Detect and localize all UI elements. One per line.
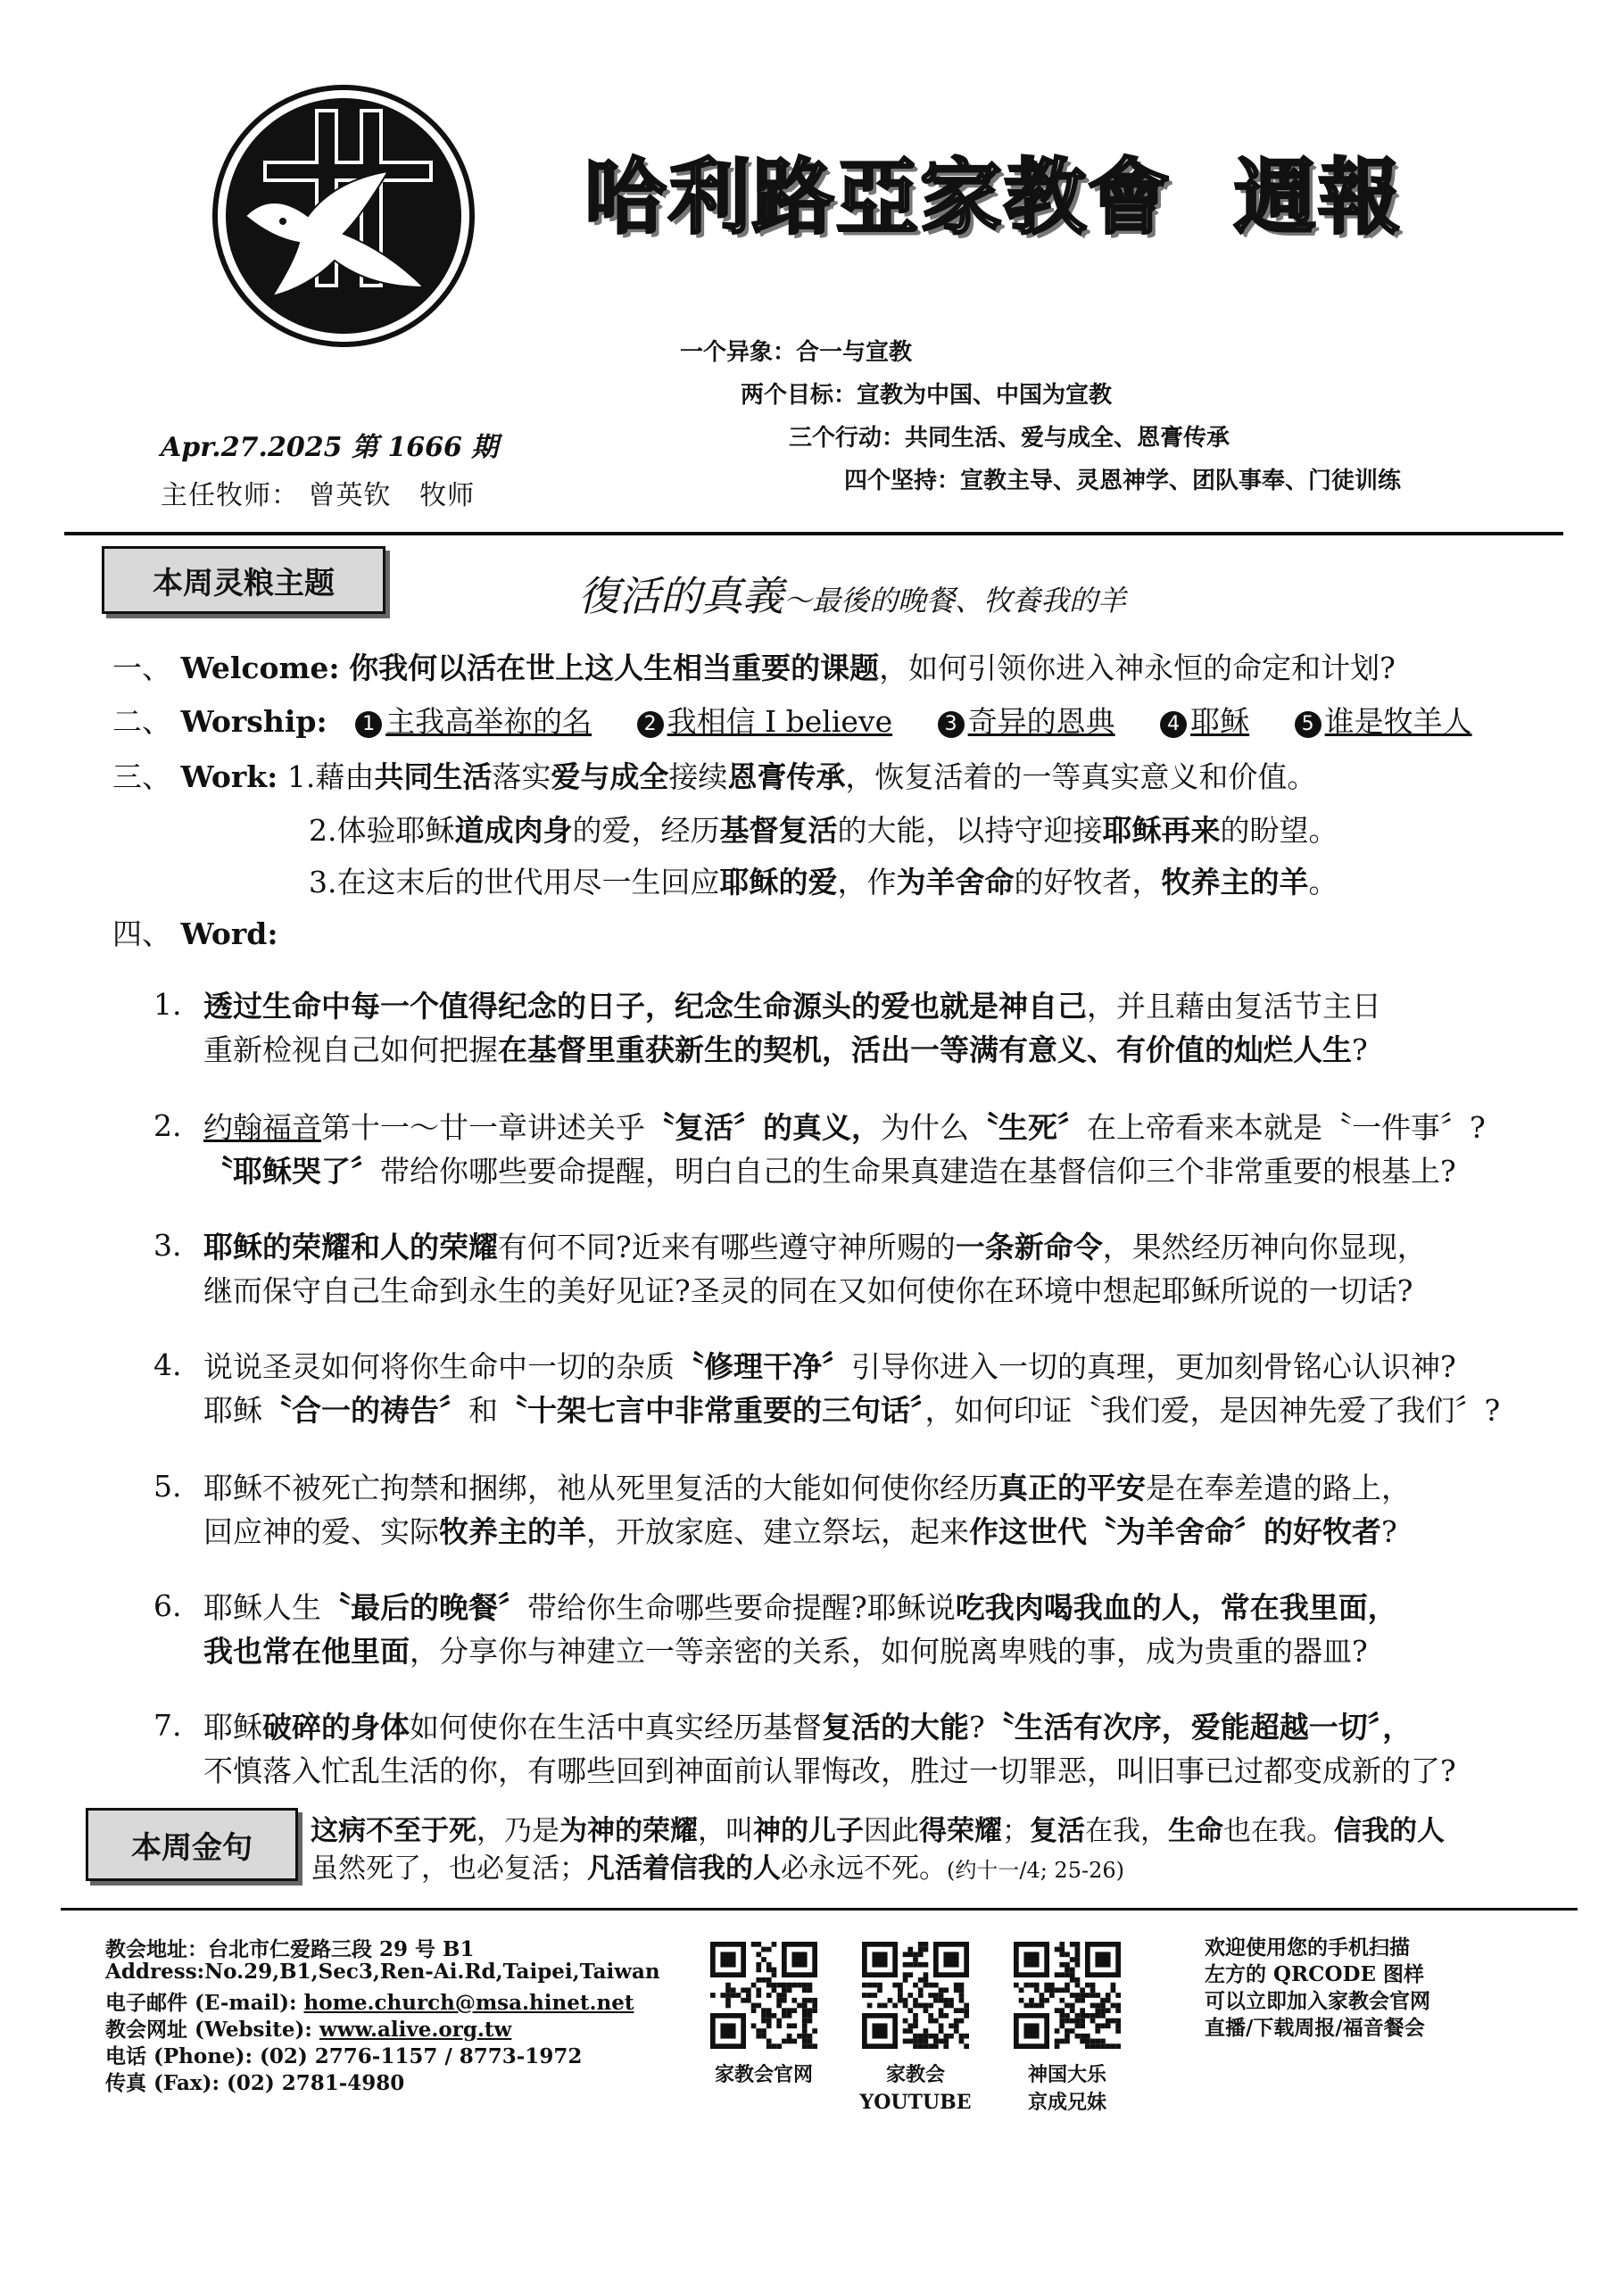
issue-date: Apr.27.2025 xyxy=(161,432,343,463)
song-1: 主我高举祢的名 xyxy=(385,704,592,739)
question-line-1: 耶稣人生〝最后的晚餐〞带给你生命哪些要命提醒?耶稣说吃我肉喝我血的人，常在我里面， xyxy=(203,1590,1397,1625)
pastor-name: 曾英钦 xyxy=(308,480,392,511)
question-line-2: 不慎落入忙乱生活的你，有哪些回到神面前认罪悔改，胜过一切罪恶，叫旧事已过都变成新的了? xyxy=(203,1753,1456,1788)
verse-line-2: 虽然死了，也必复活；凡活着信我的人必永远不死。(约十一/4; 25-26) xyxy=(311,1852,1124,1885)
scan-line-3: 可以立即加入家教会官网 xyxy=(1205,1989,1430,2013)
website-link[interactable]: www.alive.org.tw xyxy=(319,2018,512,2042)
question-number: 4. xyxy=(153,1347,182,1382)
question-number: 2. xyxy=(153,1108,182,1143)
section-worship: 二、 Worship: 1 主我高举祢的名 2 我相信 I believe 3 奇异的恩典 4 耶稣 5 谁是牧羊人 xyxy=(112,704,1472,739)
section-welcome: 一、 Welcome: 你我何以活在世上这人生相当重要的课题，如何引领你进入神永恒的命定和计划? xyxy=(112,651,1396,685)
question-line-1: 耶稣的荣耀和人的荣耀有何不同?近来有哪些遵守神所赐的一条新命令，果然经历神向你显现， xyxy=(203,1230,1427,1264)
issue-number: 第 1666 期 xyxy=(351,432,499,463)
question-line-1: 说说圣灵如何将你生命中一切的杂质〝修理干净〞引导你进入一切的真理，更加刻骨铭心认识神? xyxy=(203,1349,1456,1384)
question-text xyxy=(203,1706,1456,1794)
vision-line-3: 三个行动：共同生活、爱与成全、恩膏传承 xyxy=(789,425,1230,452)
question-number: 6. xyxy=(153,1588,182,1623)
verse-label: 本周金句 xyxy=(86,1808,298,1881)
pastor-line: 主任牧师： 曾英钦 牧师 xyxy=(161,480,476,511)
vision-line-4: 四个坚持：宣教主导、灵恩神学、团队事奉、门徒训练 xyxy=(844,468,1402,494)
question-text xyxy=(203,1346,1500,1433)
church-title: 哈利路亞家教會 週報 xyxy=(584,150,1403,245)
question-line-1: 约翰福音第十一～廿一章讲述关乎〝复活〞的真义，为什么〝生死〞在上帝看来本就是〝一件事〞? xyxy=(203,1110,1486,1145)
question-number: 7. xyxy=(153,1708,182,1743)
golden-verse xyxy=(311,1813,1445,1888)
work-line-2: 2.体验耶稣道成肉身的爱，经历基督复活的大能，以持守迎接耶稣再来的盼望。 xyxy=(309,813,1338,848)
question-number: 1. xyxy=(153,987,182,1022)
footer-divider xyxy=(61,1908,1578,1911)
church-logo xyxy=(210,82,477,350)
scan-line-1: 欢迎使用您的手机扫描 xyxy=(1205,1935,1410,1960)
website-line: 教会网址 (Website): www.alive.org.tw xyxy=(105,2018,512,2042)
address-cn: 教会地址：台北市仁爱路三段 29 号 B1 xyxy=(105,1937,475,1961)
qr-code-website[interactable] xyxy=(710,1942,817,2049)
verse-line-1: 这病不至于死，乃是为神的荣耀，叫神的儿子因此得荣耀；复活在我，生命也在我。信我的人 xyxy=(311,1815,1445,1847)
qr-caption-3: 神国大乐 京成兄妹 xyxy=(1027,2063,1106,2114)
question-line-1: 透过生命中每一个值得纪念的日子，纪念生命源头的爱也就是神自己，并且藉由复活节主日 xyxy=(203,989,1381,1024)
theme-subtitle: ～最後的晚餐、牧養我的羊 xyxy=(783,584,1127,618)
issue-line xyxy=(161,425,498,464)
theme-label: 本周灵粮主题 xyxy=(102,546,385,614)
email-line: 电子邮件 (E-mail): home.church@msa.hinet.net xyxy=(105,1991,634,2015)
question-line-2: 耶稣〝合一的祷告〞和〝十架七言中非常重要的三句话〞，如何印证〝我们爱，是因神先爱了我们〞? xyxy=(203,1392,1501,1428)
weekly-label: 週報 xyxy=(1234,150,1403,245)
question-line-1: 耶稣破碎的身体如何使你在生活中真实经历基督复活的大能?〝生活有次序，爱能超越一切〞， xyxy=(203,1710,1413,1745)
section-work: 三、 Work: 1.藉由共同生活落实爱与成全接续恩膏传承，恢复活着的一等真实意义和价值。 xyxy=(112,759,1317,794)
question-line-2: 继而保守自己生命到永生的美好见证?圣灵的同在又如何使你在环境中想起耶稣所说的一切话? xyxy=(203,1272,1413,1308)
divider xyxy=(64,532,1563,535)
scan-line-2: 左方的 QRCODE 图样 xyxy=(1205,1962,1424,1986)
song-2: 我相信 I believe xyxy=(667,704,893,739)
qr-code-music[interactable] xyxy=(1014,1942,1121,2049)
question-number: 5. xyxy=(153,1469,182,1504)
question-line-2: 回应神的爱、实际牧养主的羊，开放家庭、建立祭坛，起来作这世代〝为羊舍命〞的好牧者? xyxy=(203,1513,1397,1549)
question-text xyxy=(203,985,1381,1073)
question-line-1: 耶稣不被死亡拘禁和捆绑，祂从死里复活的大能如何使你经历真正的平安是在奉差遣的路上， xyxy=(203,1471,1411,1505)
question-number: 3. xyxy=(153,1228,182,1263)
question-text xyxy=(203,1107,1486,1194)
vision-line-2: 两个目标：宣教为中国、中国为宣教 xyxy=(741,382,1113,409)
work-line-3: 3.在这末后的世代用尽一生回应耶稣的爱，作为羊舍命的好牧者，牧养主的羊。 xyxy=(309,865,1338,899)
question-text xyxy=(203,1226,1427,1314)
address-en: Address:No.29,B1,Sec3,Ren-Ai.Rd,Taipei,Taiwan xyxy=(105,1960,660,1984)
question-line-2: 〝耶稣哭了〞带给你哪些要命提醒，明白自己的生命果真建造在基督信仰三个非常重要的根基上? xyxy=(203,1153,1456,1189)
qr-caption-2: 家教会 YOUTUBE xyxy=(859,2063,972,2114)
qr-code-youtube[interactable] xyxy=(862,1942,969,2049)
question-line-2: 重新检视自己如何把握在基督里重获新生的契机，活出一等满有意义、有价值的灿烂人生? xyxy=(203,1032,1368,1067)
question-text xyxy=(203,1587,1397,1674)
theme-title: 復活的真義～最後的晚餐、牧養我的羊 xyxy=(578,572,1127,620)
song-4: 耶稣 xyxy=(1190,704,1250,739)
phone-line: 电话 (Phone): (02) 2776-1157 / 8773-1972 xyxy=(105,2044,583,2068)
email-link[interactable]: home.church@msa.hinet.net xyxy=(303,1991,634,2015)
scan-line-4: 直播/下载周报/福音餐会 xyxy=(1205,2016,1425,2040)
qr-caption-1: 家教会官网 xyxy=(714,2063,813,2086)
question-line-2: 我也常在他里面，分享你与神建立一等亲密的关系，如何脱离卑贱的事，成为贵重的器皿? xyxy=(203,1633,1368,1669)
fax-line: 传真 (Fax): (02) 2781-4980 xyxy=(105,2071,405,2095)
song-5: 谁是牧羊人 xyxy=(1324,704,1472,739)
question-text xyxy=(203,1467,1411,1554)
vision-line-1: 一个异象：合一与宣教 xyxy=(680,339,913,366)
song-3: 奇异的恩典 xyxy=(967,704,1115,739)
section-word: 四、 Word: xyxy=(112,916,278,951)
